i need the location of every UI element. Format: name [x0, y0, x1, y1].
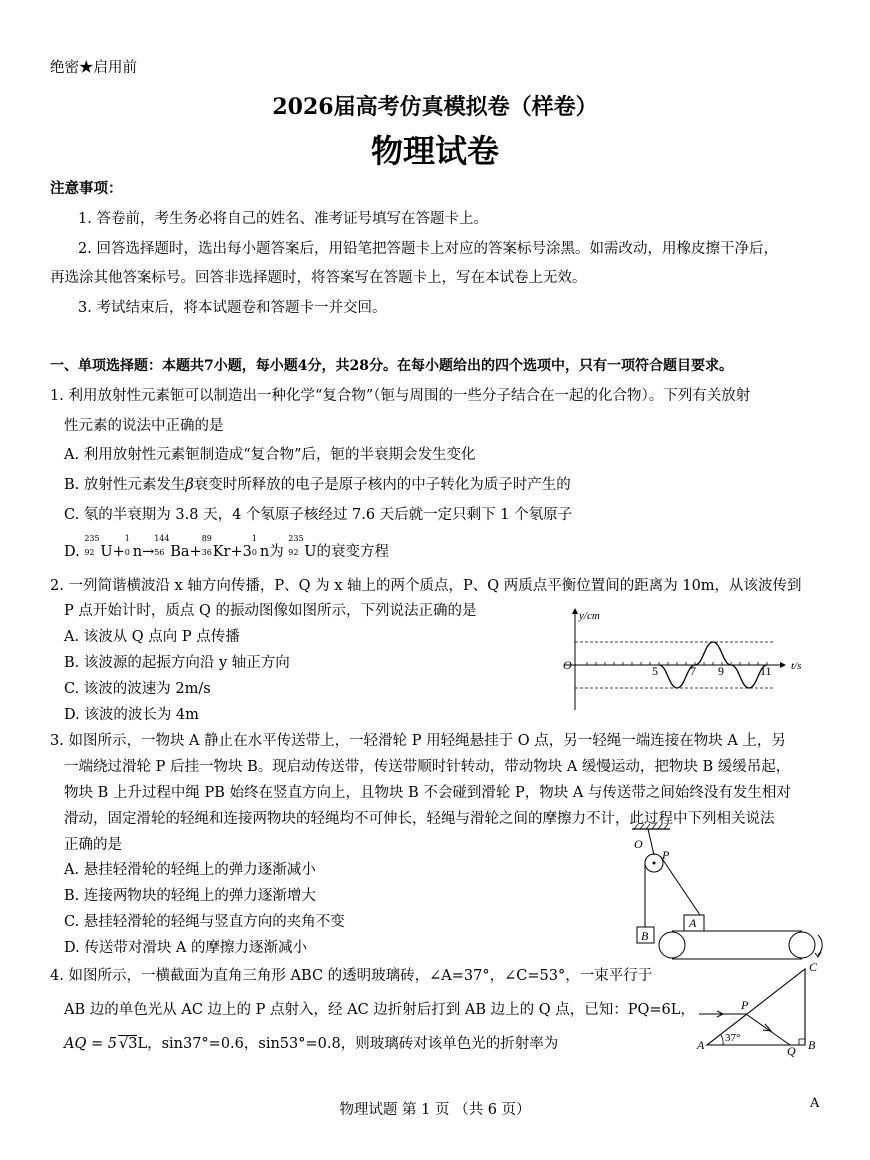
label-c: C	[809, 960, 818, 974]
q2-stem-line2: P 点开始计时，质点 Q 的振动图像如图所示，下列说法正确的是	[64, 603, 477, 619]
q3-stem-line5: 正确的是	[64, 837, 122, 853]
subject-title: 物理试卷	[370, 132, 499, 170]
q4-stem-line2: AB 边的单色光从 AC 边上的 P 点射入，经 AC 边折射后打到 AB 边上的 Q 点，已知：PQ=6L，	[64, 1002, 695, 1018]
n-number: 0	[251, 548, 257, 557]
q1-option-d	[64, 534, 390, 561]
notice-heading: 注意事项：	[50, 180, 123, 197]
t-axis-ticks	[587, 662, 767, 665]
plus-sign: +	[230, 544, 243, 560]
sqrt-3: √3	[118, 1036, 138, 1052]
n-mass: 1	[124, 534, 130, 543]
rotation-arrow	[818, 935, 822, 955]
q3-stem-line3: 物块 B 上升过程中绳 PB 始终在竖直方向上，且物块 B 不会碰到滑轮 P，物块 A 与传送带之间始终没有发生相对	[64, 785, 791, 801]
notice-item-3: 3. 考试结束后，将本试题卷和答题卡一并交回。	[78, 300, 387, 316]
origin-label: O	[563, 658, 572, 672]
u235-nuclide	[84, 534, 100, 557]
label-p: P	[662, 848, 670, 862]
plus-sign: +	[189, 544, 202, 560]
reaction-arrow: →	[142, 544, 155, 560]
q1-option-d-for: 为	[269, 544, 284, 560]
q1-stem-line2: 性元素的说法中正确的是	[64, 418, 224, 434]
plus-sign: +	[112, 544, 125, 560]
q4-stem-line1: 4. 如图所示，一横截面为直角三角形 ABC 的透明玻璃砖，∠A=37°，∠C=53°，一束平行于	[50, 968, 653, 984]
angle-label: 37°	[725, 1032, 741, 1044]
refracted-arrow	[763, 1024, 771, 1031]
exam-title: 2026届高考仿真模拟卷（样卷）	[272, 94, 598, 120]
label-a: A	[697, 1038, 705, 1052]
refracted-ray	[746, 1014, 790, 1045]
section-heading: 一、单项选择题：本题共7小题，每小题4分，共28分。在每小题给出的四个选项中，只有一项符合题目要求。	[50, 358, 733, 374]
q3-option-b: B. 连接两物块的轻绳上的弹力逐渐增大	[64, 888, 316, 904]
prism-figure	[695, 957, 825, 1057]
tick-label-7: 7	[690, 664, 696, 678]
label-o: O	[634, 837, 643, 851]
u-number: 92	[84, 548, 95, 557]
sqrt-radicand: 3	[128, 1036, 138, 1052]
n-symbol: n	[132, 544, 143, 560]
u235-nuclide-2	[288, 534, 304, 557]
ba-symbol: Ba	[170, 544, 190, 560]
neutron-count: 3	[242, 544, 252, 560]
pulley-conveyor-figure	[622, 823, 827, 963]
q3-option-a: A. 悬挂轻滑轮的轻绳上的弹力逐渐减小	[64, 862, 316, 878]
page-info: 物理试题 第 1 页 （共 6 页）	[339, 1102, 531, 1118]
q2-option-b: B. 该波源的起振方向沿 y 轴正方向	[64, 655, 290, 671]
aq-expression: AQ = 5	[64, 1036, 117, 1052]
rope-pa	[661, 857, 700, 915]
n-number: 0	[124, 548, 130, 557]
q1-option-d-tail: 的衰变方程	[316, 544, 390, 560]
kr-number: 36	[201, 548, 212, 557]
version-mark: A	[810, 1096, 820, 1111]
q2-option-a: A. 该波从 Q 点向 P 点传播	[64, 629, 240, 645]
u-mass: 235	[84, 534, 100, 543]
vibration-graph	[555, 605, 815, 715]
q1-option-b	[64, 473, 571, 494]
label-q: Q	[787, 1044, 796, 1057]
triangle-abc	[707, 969, 805, 1045]
q4-stem-line3-text: L，sin37°=0.6，sin53°=0.8，则玻璃砖对该单色光的折射率为	[137, 1036, 559, 1052]
q3-option-d: D. 传送带对滑块 A 的摩擦力逐渐减小	[64, 940, 308, 956]
u-mass: 235	[288, 534, 304, 543]
label-p: P	[741, 998, 749, 1012]
n-symbol: n	[259, 544, 270, 560]
kr-symbol: Kr	[212, 544, 231, 560]
secret-mark: 绝密★启用前	[50, 60, 137, 76]
ba-number: 56	[154, 548, 165, 557]
kr89-nuclide	[201, 534, 213, 557]
pulley-axle	[653, 862, 656, 865]
ba144-nuclide	[154, 534, 170, 557]
label-b: B	[808, 1038, 816, 1052]
neutron-nuclide-2	[251, 534, 260, 557]
ceiling-hatch	[634, 824, 668, 829]
q1-option-c: C. 氡的半衰期为 3.8 天，4 个氡原子核经过 7.6 天后就一定只剩下 1 个氡原子	[64, 507, 573, 523]
tick-label-11: 11	[760, 664, 772, 678]
q2-option-c: C. 该波的波速为 2m/s	[64, 681, 211, 697]
notice-item-2: 2. 回答选择题时，选出每小题答案后，用铅笔把答题卡上对应的答案标号涂黑。如需改动，用橡皮擦干净后，	[78, 241, 778, 257]
angle-arc	[721, 1035, 723, 1045]
q2-stem-line1: 2. 一列简谐横波沿 x 轴方向传播，P、Q 为 x 轴上的两个质点，P、Q 两质点平衡位置间的距离为 10m，从该波传到	[50, 578, 802, 594]
q1-option-d-label: D.	[64, 544, 80, 560]
ba-mass: 144	[154, 534, 170, 543]
u-symbol: U	[100, 544, 113, 560]
tick-label-9: 9	[718, 664, 724, 678]
q2-option-d: D. 该波的波长为 4m	[64, 707, 199, 723]
u-symbol: U	[304, 544, 317, 560]
n-mass: 1	[251, 534, 257, 543]
q4-stem-line3	[64, 1032, 558, 1053]
tick-label-5: 5	[652, 664, 658, 678]
t-axis-label: t/s	[791, 660, 802, 672]
q3-stem-line4: 滑动，固定滑轮的轻绳和连接两物块的轻绳均不可伸长，轻绳与滑轮之间的摩擦力不计，此过程中下列相关说法	[64, 811, 775, 827]
hanging-rope	[648, 829, 654, 855]
q1-option-b-post: 衰变时所释放的电子是原子核内的中子转化为质子时产生的	[193, 477, 571, 493]
label-b: B	[641, 929, 649, 943]
q3-stem-line1: 3. 如图所示，一物块 A 静止在水平传送带上，一轻滑轮 P 用轻绳悬挂于 O 点，另一轻绳一端连接在物块 A 上，另	[50, 733, 786, 749]
q3-stem-line2: 一端绕过滑轮 P 后挂一物块 B。现启动传送带，传送带顺时针转动，带动物块 A 缓慢运动，把物块 B 缓缓吊起，	[64, 759, 791, 775]
q1-option-b-pre: B. 放射性元素发生	[64, 477, 186, 493]
q1-option-a: A. 利用放射性元素钷制造成“复合物”后，钷的半衰期会发生变化	[64, 447, 476, 463]
roller-left	[659, 932, 685, 958]
roller-right	[789, 932, 815, 958]
neutron-nuclide	[124, 534, 133, 557]
q3-option-c: C. 悬挂轻滑轮的轻绳与竖直方向的夹角不变	[64, 914, 345, 930]
notice-item-1: 1. 答卷前，考生务必将自己的姓名、准考证号填写在答题卡上。	[78, 211, 488, 227]
notice-item-2-cont: 再选涂其他答案标号。回答非选择题时，将答案写在答题卡上，写在本试卷上无效。	[50, 270, 587, 286]
y-axis-label: y/cm	[579, 610, 600, 622]
u-number: 92	[288, 548, 299, 557]
q1-stem-line1: 1. 利用放射性元素钷可以制造出一种化学“复合物”（钷与周围的一些分子结合在一起的化合物）。下列有关放射	[50, 388, 751, 404]
beta-symbol: β	[185, 477, 194, 493]
kr-mass: 89	[201, 534, 212, 543]
label-a: A	[689, 916, 697, 930]
